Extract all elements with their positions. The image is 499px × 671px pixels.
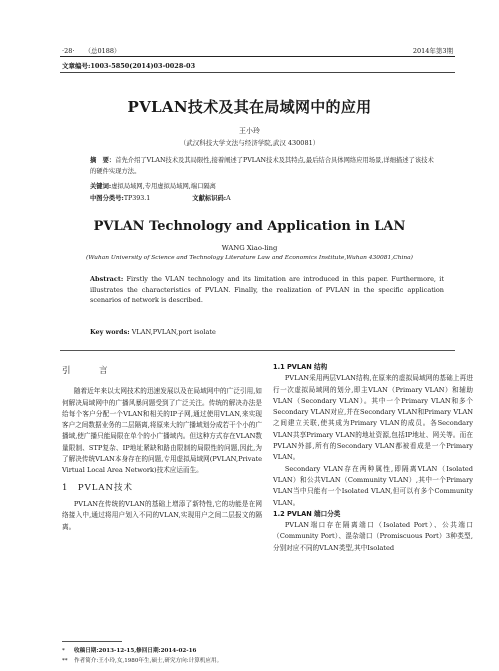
abstract-en-text: Firstly the VLAN technology and its limitation are introduced in this paper. Furthermore, it illustrates the characteristics of PVLAN. Finally, the realization of PVLAN in the specific application scenarios of network is described.	[90, 275, 444, 305]
author-chinese: 王小玲	[239, 127, 260, 135]
page-number: ·28·	[62, 47, 75, 55]
running-header-left	[62, 46, 121, 55]
footnote-mark-1: *	[62, 648, 65, 654]
footnote-received-text: 收稿日期:2013-12-15,修回日期:2014-02-16	[74, 648, 197, 654]
footnote-mark-2: **	[62, 658, 68, 664]
section-divider	[60, 350, 455, 351]
classification-line	[90, 193, 231, 202]
section1-paragraph: PVLAN在传统的VLAN的基础上增添了新特性,它的功能是在网络接入中,通过将用户划入不同的VLAN,实现用户之间二层报文的隔离。	[62, 499, 262, 531]
body-column-left	[62, 362, 262, 533]
title-english: PVLAN Technology and Application in LAN	[93, 219, 406, 234]
keywords-english	[90, 328, 216, 336]
affiliation-chinese: （武汉科技大学文法与经济学院,武汉 430081）	[179, 139, 320, 147]
abstract-chinese	[90, 156, 439, 177]
clc-value: TP393.1	[123, 195, 151, 202]
footnote-received	[62, 646, 196, 654]
keywords-text: 虚拟局域网,专用虚拟局域网,端口隔离	[111, 183, 216, 190]
intro-paragraph: 随着近年来以太网技术的迅速发展以及在局域网中的广泛引用,如何解决局域网中的广播风暴问题受到了广泛关注。传统的解决办法是给每个客户分配一个VLAN和相关的IP子网,通过使用VLAN,来实现客户之间数据业务的二层隔离,将原来大的广播域划分成若干个小的广播域,使广播只能局限在单个的小广播域内。但这种方式存在VLAN数量限制、STP复杂、IP地址紧缺和路由限制的局限性的问题,因此,为了解决传统VLAN本身存在的问题,专用虚拟局域网(PVLAN,Private Virtual Local Area Network)技术应运而生。	[62, 387, 262, 475]
footnote-author	[62, 656, 222, 664]
article-number: 文章编号:1003-5850(2014)03-0028-03	[62, 62, 196, 70]
title-chinese: PVLAN技术及其在局域网中的应用	[127, 98, 372, 116]
keywords-label: 关键词:	[90, 183, 112, 190]
subsection1-heading: 1.1 PVLAN 结构	[273, 363, 328, 371]
abstract-en-label: Abstract:	[90, 275, 124, 283]
author-english: WANG Xiao-ling	[221, 244, 278, 252]
footnote-author-text: 作者简介:王小玲,女,1980年生,硕士,研究方向:计算机应用。	[74, 658, 223, 664]
abstract-english	[90, 274, 444, 306]
subsection1-paragraph1: PVLAN采用两层VLAN结构,在原来的虚拟局域网的基础上再进行一次虚拟局域网的划分,即主VLAN（Primary VLAN）和辅助VLAN（Secondary VLAN）。其中一个Primary VLAN和多个Secondary VLAN对应,并在Secondary VLAN和Primary VLAN之间建立关联,使其成为Primary VLAN的成员。各Secondary VLAN共享Primary VLAN的地址资源,包括IP地址、网关等。而在PVLAN外部,所有的Secondary VLAN都被看成是一个Primary VLAN。	[273, 374, 473, 462]
doc-code-label: 文献标识码:	[192, 195, 227, 202]
header-rule	[60, 56, 455, 57]
subsection1-paragraph2: Secondary VLAN存在两种属性,即隔离VLAN（Isolated VLAN）和公共VLAN（Community VLAN）,其中一个Primary VLAN当中只能有一个Isolated VLAN,但可以有多个Community VLAN。	[273, 464, 473, 507]
affiliation-english: (Wuhan University of Science and Technology Literature Law and Economics Institute,Wuhan 430081,China)	[86, 255, 413, 261]
clc-label: 中图分类号:	[90, 195, 124, 202]
keywords-chinese	[90, 181, 216, 190]
total-page-code: （总0188）	[84, 47, 121, 55]
keywords-en-label: Key words:	[90, 328, 130, 336]
journal-issue: 2014年第3期	[412, 47, 453, 55]
section1-heading: 1 PVLAN技术	[62, 482, 133, 493]
abstract-text: 首先介绍了VLAN技术及其局限性,接着阐述了PVLAN技术及其特点,最后结合具体网络应用场景,详细描述了该技术的硬件实现方法。	[90, 157, 434, 175]
subsection2-paragraph: PVLAN端口存在隔离端口（Isolated Port）、公共端口（Community Port）、混杂端口（Promiscuous Port）3种类型,分别对应不同的VLAN类型,其中Isolated	[273, 521, 473, 552]
keywords-en-text: VLAN,PVLAN,port isolate	[131, 328, 216, 336]
doc-code-value: A	[226, 195, 231, 202]
footnote-rule	[62, 641, 122, 642]
header-rule-thin	[60, 72, 455, 73]
body-column-right	[273, 362, 473, 554]
subsection2-heading: 1.2 PVLAN 端口分类	[273, 509, 341, 518]
abstract-label: 摘 要：	[90, 157, 116, 164]
intro-heading: 引 言	[62, 366, 118, 376]
